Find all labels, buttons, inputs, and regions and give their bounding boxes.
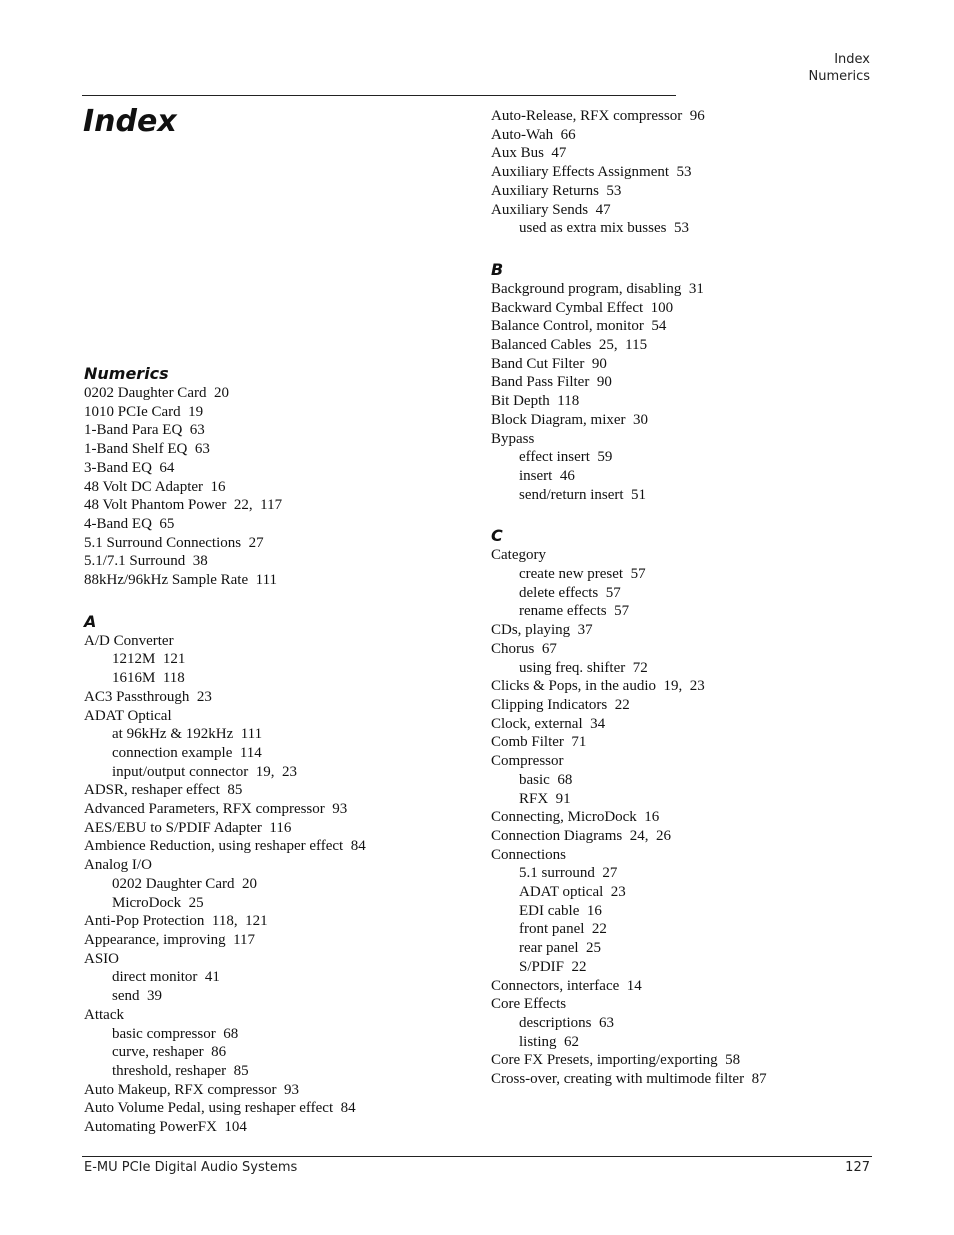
- index-entry: Balanced Cables 25, 115: [491, 337, 648, 354]
- index-entry: Auto Makeup, RFX compressor 93: [84, 1081, 299, 1098]
- section-heading: B: [491, 259, 504, 279]
- index-entry: 5.1 Surround Connections 27: [84, 534, 264, 551]
- index-entry: ADAT Optical: [84, 707, 172, 724]
- index-entry: ASIO: [84, 950, 120, 967]
- index-subentry: basic compressor 68: [112, 1025, 239, 1042]
- index-entry: 88kHz/96kHz Sample Rate 111: [84, 572, 278, 589]
- index-entry: Auxiliary Returns 53: [491, 182, 622, 199]
- section-heading: A: [84, 611, 97, 631]
- index-entry: A/D Converter: [84, 632, 174, 649]
- index-entry: Bypass: [491, 430, 535, 447]
- index-subentry: at 96kHz & 192kHz 111: [112, 726, 263, 743]
- index-subentry: listing 62: [519, 1033, 580, 1050]
- index-subentry: MicroDock 25: [112, 894, 204, 911]
- index-subentry: threshold, reshaper 85: [112, 1062, 249, 1079]
- section-c: [491, 525, 767, 1088]
- index-subentry: curve, reshaper 86: [112, 1044, 227, 1061]
- index-entry: Appearance, improving 117: [84, 931, 256, 948]
- index-subentry: S/PDIF 22: [519, 958, 587, 975]
- index-subentry: insert 46: [519, 467, 575, 484]
- section-a-continued: [491, 107, 767, 238]
- index-entry: Comb Filter 71: [491, 734, 587, 751]
- index-subentry: using freq. shifter 72: [519, 659, 648, 676]
- index-entry: Cross-over, creating with multimode filter 87: [491, 1071, 767, 1088]
- index-subentry: create new preset 57: [519, 566, 646, 583]
- index-entry: AES/EBU to S/PDIF Adapter 116: [84, 819, 292, 836]
- index-entry: Auxiliary Sends 47: [491, 201, 611, 218]
- index-subentry: rename effects 57: [519, 603, 630, 620]
- index-subentry: EDI cable 16: [519, 902, 602, 919]
- index-entry: ADSR, reshaper effect 85: [84, 782, 243, 799]
- page-number: 127: [845, 1160, 870, 1175]
- index-entry: Compressor: [491, 753, 564, 770]
- footer-rule: [82, 1156, 872, 1157]
- index-entry: 4-Band EQ 65: [84, 515, 175, 532]
- section-numerics: [84, 363, 366, 590]
- index-entry: 48 Volt Phantom Power 22, 117: [84, 497, 283, 514]
- section-heading: Numerics: [84, 364, 169, 383]
- index-subentry: 5.1 surround 27: [519, 865, 618, 882]
- index-entry: Band Cut Filter 90: [491, 355, 607, 372]
- index-subentry: ADAT optical 23: [519, 884, 626, 901]
- index-subentry: descriptions 63: [519, 1014, 614, 1031]
- section-a: [84, 611, 366, 1137]
- index-subentry: connection example 114: [112, 744, 262, 761]
- index-entry: 1010 PCIe Card 19: [84, 403, 204, 420]
- right-column: [491, 107, 767, 1089]
- index-subentry: direct monitor 41: [112, 969, 220, 986]
- section-b: [491, 259, 767, 504]
- index-entry: Balance Control, monitor 54: [491, 318, 667, 335]
- section-heading: C: [491, 526, 503, 546]
- index-entry: AC3 Passthrough 23: [84, 688, 212, 705]
- index-entry: Auto Volume Pedal, using reshaper effect 84: [84, 1100, 356, 1117]
- index-entry: Core Effects: [491, 996, 567, 1013]
- header-rule: [82, 95, 676, 96]
- index-entry: Clicks & Pops, in the audio 19, 23: [491, 678, 705, 695]
- index-subentry: send/return insert 51: [519, 486, 647, 503]
- index-entry: Auto-Release, RFX compressor 96: [491, 108, 705, 124]
- index-entry: Core FX Presets, importing/exporting 58: [491, 1052, 741, 1069]
- header-line-2: Numerics: [808, 69, 870, 84]
- header-line-1: Index: [834, 52, 870, 67]
- index-entry: Band Pass Filter 90: [491, 374, 612, 391]
- footer-title: E-MU PCIe Digital Audio Systems: [84, 1160, 298, 1175]
- index-entry: Auto-Wah 66: [491, 126, 576, 143]
- index-entry: Connections: [491, 846, 566, 863]
- index-subentry: delete effects 57: [519, 584, 621, 601]
- index-subentry: RFX 91: [519, 790, 571, 807]
- index-entry: Category: [491, 547, 546, 564]
- index-entry: Clock, external 34: [491, 715, 606, 732]
- index-subentry: effect insert 59: [519, 449, 613, 466]
- index-entry: Clipping Indicators 22: [491, 696, 630, 713]
- index-subentry: 1212M 121: [112, 651, 186, 668]
- index-subentry: used as extra mix busses 53: [519, 220, 689, 237]
- page-title: Index: [83, 104, 177, 139]
- running-header: [808, 51, 870, 85]
- index-entry: Connecting, MicroDock 16: [491, 809, 660, 826]
- index-entry: Block Diagram, mixer 30: [491, 411, 649, 428]
- index-entry: Anti-Pop Protection 118, 121: [84, 913, 268, 930]
- index-entry: 48 Volt DC Adapter 16: [84, 478, 226, 495]
- index-entry: Aux Bus 47: [491, 145, 567, 162]
- index-subentry: 0202 Daughter Card 20: [112, 875, 257, 892]
- index-subentry: input/output connector 19, 23: [112, 763, 297, 780]
- index-entry: 5.1/7.1 Surround 38: [84, 553, 208, 570]
- index-entry: 1-Band Para EQ 63: [84, 422, 205, 439]
- index-subentry: send 39: [112, 988, 162, 1005]
- index-entry: Bit Depth 118: [491, 393, 580, 410]
- index-entry: Attack: [84, 1006, 124, 1023]
- index-entry: Connection Diagrams 24, 26: [491, 827, 671, 844]
- index-entry: Backward Cymbal Effect 100: [491, 299, 674, 316]
- index-entry: Advanced Parameters, RFX compressor 93: [84, 801, 348, 818]
- index-entry: 1-Band Shelf EQ 63: [84, 441, 210, 458]
- index-entry: 3-Band EQ 64: [84, 459, 175, 476]
- index-entry: Auxiliary Effects Assignment 53: [491, 164, 692, 181]
- index-entry: 0202 Daughter Card 20: [84, 385, 229, 401]
- left-column: [84, 363, 366, 1137]
- index-entry: Analog I/O: [84, 857, 152, 874]
- index-entry: Connectors, interface 14: [491, 977, 642, 994]
- index-subentry: front panel 22: [519, 921, 607, 938]
- index-subentry: rear panel 25: [519, 940, 602, 957]
- index-entry: Automating PowerFX 104: [84, 1119, 247, 1136]
- index-subentry: 1616M 118: [112, 670, 185, 687]
- index-entry: Ambience Reduction, using reshaper effect 84: [84, 838, 366, 855]
- index-entry: CDs, playing 37: [491, 622, 593, 639]
- index-subentry: basic 68: [519, 771, 573, 788]
- index-entry: Background program, disabling 31: [491, 280, 704, 297]
- index-entry: Chorus 67: [491, 640, 557, 657]
